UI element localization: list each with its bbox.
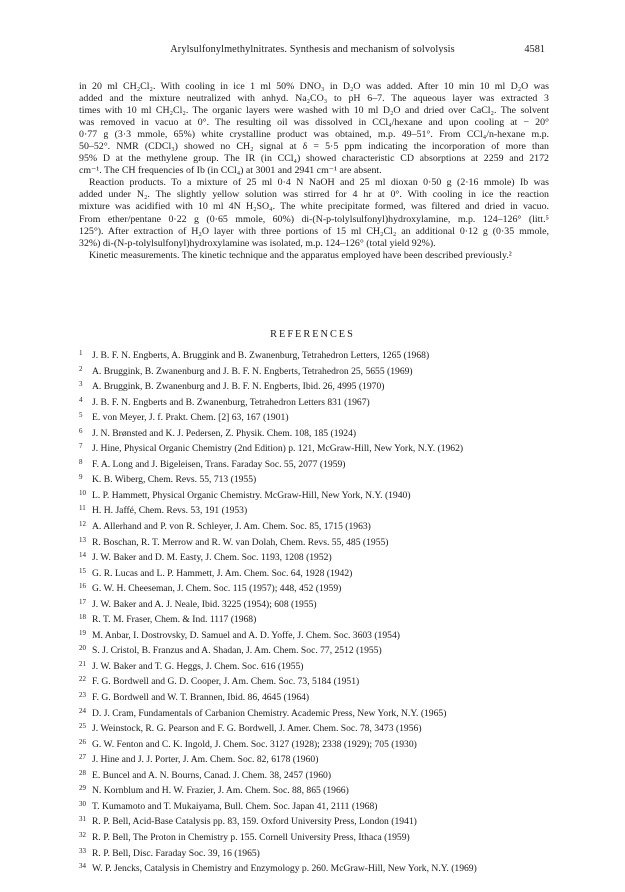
reference-item <box>79 394 559 410</box>
reference-number: 34 <box>79 862 86 871</box>
reference-item <box>79 673 559 689</box>
reference-text: J. B. F. N. Engberts and B. Zwanenburg, Tetrahedron Letters 831 (1967) <box>92 396 370 408</box>
reference-item <box>79 502 559 518</box>
reference-text: G. R. Lucas and L. P. Hammett, J. Am. Chem. Soc. 64, 1928 (1942) <box>92 567 353 579</box>
reference-item <box>79 347 559 363</box>
reference-item <box>79 813 559 829</box>
reference-item <box>79 378 559 394</box>
reference-number: 6 <box>79 426 83 435</box>
reference-item <box>79 782 559 798</box>
reference-text: J. N. Brønsted and K. J. Pedersen, Z. Physik. Chem. 108, 185 (1924) <box>92 427 357 439</box>
reference-number: 21 <box>79 659 86 668</box>
body-line: in 20 ml CH₂Cl₂. With cooling in ice 1 ml 50% DNO₃ in D₂O was added. After 10 min 10 ml D₂O was <box>79 81 549 92</box>
body-line: cm⁻¹. The CH frequencies of Ib (in CCl₄) at 3001 and 2941 cm⁻¹ are absent. <box>79 165 382 177</box>
reference-number: 13 <box>79 535 86 544</box>
reference-text: A. Allerhand and P. von R. Schleyer, J. Am. Chem. Soc. 85, 1715 (1963) <box>92 521 371 533</box>
body-line: 95% D at the methylene group. The IR (in CCl₄) showed characteristic CD absorptions at 2259 and 2172 <box>79 153 549 165</box>
reference-item <box>79 642 559 658</box>
reference-number: 15 <box>79 566 86 575</box>
reference-item <box>79 627 559 643</box>
reference-item <box>79 487 559 503</box>
reference-number: 16 <box>79 582 86 591</box>
reference-item <box>79 565 559 581</box>
reference-number: 12 <box>79 520 86 529</box>
reference-item <box>79 736 559 752</box>
reference-item <box>79 456 559 472</box>
body-line: 50–52°. NMR (CDCl₃) showed no CH₂ signal at δ = 5·5 ppm indicating the incorporation of more than <box>79 141 549 153</box>
reference-number: 31 <box>79 815 86 824</box>
reference-number: 9 <box>79 473 83 482</box>
reference-number: 26 <box>79 737 86 746</box>
experimental-section <box>79 81 549 262</box>
reference-text: G. W. Fenton and C. K. Ingold, J. Chem. Soc. 3127 (1928); 2338 (1929); 705 (1930) <box>92 738 417 750</box>
running-title: Arylsulfonylmethylnitrates. Synthesis and mechanism of solvolysis <box>170 44 455 55</box>
reference-number: 11 <box>79 504 86 513</box>
reference-number: 7 <box>79 442 83 451</box>
reference-item <box>79 829 559 845</box>
reference-text: G. W. H. Cheeseman, J. Chem. Soc. 115 (1957); 448, 452 (1959) <box>92 583 342 595</box>
reference-number: 30 <box>79 799 86 808</box>
reference-number: 14 <box>79 551 86 560</box>
reference-text: R. P. Bell, The Proton in Chemistry p. 155. Cornell University Press, Ithaca (1959) <box>92 831 410 843</box>
reference-text: J. Hine and J. J. Porter, J. Am. Chem. Soc. 82, 6178 (1960) <box>92 754 319 766</box>
reference-text: R. T. M. Fraser, Chem. & Ind. 1117 (1968) <box>92 614 257 626</box>
reference-text: J. Hine, Physical Organic Chemistry (2nd Edition) p. 121, McGraw-Hill, New York, N.Y. (1962) <box>92 443 464 455</box>
reference-text: K. B. Wiberg, Chem. Revs. 55, 713 (1955) <box>92 474 257 486</box>
reference-item <box>79 705 559 721</box>
reference-text: N. Kornblum and H. W. Frazier, J. Am. Chem. Soc. 88, 865 (1966) <box>92 785 349 797</box>
reference-item <box>79 845 559 861</box>
reference-text: L. P. Hammett, Physical Organic Chemistry. McGraw-Hill, New York, N.Y. (1940) <box>92 489 411 501</box>
reference-item <box>79 596 559 612</box>
reference-item <box>79 767 559 783</box>
reference-item <box>79 534 559 550</box>
reference-number: 10 <box>79 488 86 497</box>
reference-item <box>79 720 559 736</box>
reference-number: 23 <box>79 691 86 700</box>
reference-item <box>79 518 559 534</box>
reference-item <box>79 689 559 705</box>
reference-text: R. P. Bell, Acid-Base Catalysis pp. 83, 159. Oxford University Press, London (1941) <box>92 816 417 828</box>
reference-number: 32 <box>79 830 86 839</box>
reference-text: F. G. Bordwell and G. D. Cooper, J. Am. Chem. Soc. 73, 5184 (1951) <box>92 676 360 688</box>
body-line: Reaction products. To a mixture of 25 ml 0·4 N NaOH and 25 ml dioxan 0·50 g (2·16 mmole) Ib was <box>89 177 549 189</box>
reference-text: F. A. Long and J. Bigeleisen, Trans. Faraday Soc. 55, 2077 (1959) <box>92 458 346 470</box>
reference-number: 4 <box>79 395 83 404</box>
reference-text: A. Bruggink, B. Zwanenburg and J. B. F. N. Engberts, Ibid. 26, 4995 (1970) <box>92 381 385 393</box>
reference-item <box>79 363 559 379</box>
reference-number: 33 <box>79 846 86 855</box>
reference-item <box>79 860 559 876</box>
reference-number: 2 <box>79 364 83 373</box>
reference-item <box>79 409 559 425</box>
body-line: added and the mixture neutralized with anhyd. Na₂CO₃ to pH 6–7. The aqueous layer was extracted 3 <box>79 93 549 105</box>
page-header <box>80 44 545 60</box>
reference-text: J. W. Baker and T. G. Heggs, J. Chem. Soc. 616 (1955) <box>92 660 304 672</box>
reference-text: D. J. Cram, Fundamentals of Carbanion Chemistry. Academic Press, New York, N.Y. (1965) <box>92 707 447 719</box>
reference-text: J. B. F. N. Engberts, A. Bruggink and B. Zwanenburg, Tetrahedron Letters, 1265 (1968) <box>92 350 430 361</box>
reference-number: 20 <box>79 644 86 653</box>
page-number: 4581 <box>524 44 545 55</box>
reference-number: 18 <box>79 613 86 622</box>
body-line: was removed in vacuo at 0°. The resulting oil was dissolved in CCl₄/hexane and upon cooling at − 20° <box>79 117 549 129</box>
references-heading: REFERENCES <box>270 329 355 340</box>
reference-text: J. W. Baker and A. J. Neale, Ibid. 3225 (1954); 608 (1955) <box>92 598 317 610</box>
reference-number: 1 <box>79 349 83 357</box>
reference-number: 3 <box>79 380 83 389</box>
reference-item <box>79 580 559 596</box>
reference-text: W. P. Jencks, Catalysis in Chemistry and Enzymology p. 260. McGraw-Hill, New York, N.Y. (1969) <box>92 863 477 875</box>
reference-number: 25 <box>79 722 86 731</box>
reference-text: E. von Meyer, J. f. Prakt. Chem. [2] 63, 167 (1901) <box>92 412 289 424</box>
reference-item <box>79 425 559 441</box>
reference-text: A. Bruggink, B. Zwanenburg and J. B. F. N. Engberts, Tetrahedron 25, 5655 (1969) <box>92 365 413 377</box>
reference-item <box>79 440 559 456</box>
reference-text: J. Weinstock, R. G. Pearson and F. G. Bordwell, J. Amer. Chem. Soc. 78, 3473 (1956) <box>92 723 422 735</box>
body-line: 0·77 g (3·3 mmole, 65%) white crystalline product was obtained, m.p. 49–51°. From CCl₄/n-hexane m.p. <box>79 129 549 141</box>
reference-text: E. Buncel and A. N. Bourns, Canad. J. Chem. 38, 2457 (1960) <box>92 769 332 781</box>
reference-number: 24 <box>79 706 86 715</box>
references-list <box>79 347 559 876</box>
body-line: added under N₂. The slightly yellow solution was stirred for 4 hr at 0°. With cooling in ice the reaction <box>79 189 549 201</box>
reference-text: R. P. Bell, Disc. Faraday Soc. 39, 16 (1965) <box>92 847 260 859</box>
reference-text: J. W. Baker and D. M. Easty, J. Chem. Soc. 1193, 1208 (1952) <box>92 552 332 564</box>
body-line: From ether/pentane 0·22 g (0·65 mmole, 60%) di-(N-p-tolylsulfonyl)hydroxylamine, m.p. 124–126° (litt.⁵ <box>79 213 549 225</box>
body-line: 125°). After extraction of H₂O layer with three portions of 15 ml CH₂Cl₂ an additional 0·12 g (0·35 mmole, <box>79 225 549 237</box>
reference-text: M. Anbar, I. Dostrovsky, D. Samuel and A. D. Yoffe, J. Chem. Soc. 3603 (1954) <box>92 629 400 641</box>
reference-text: S. J. Cristol, B. Franzus and A. Shadan, J. Am. Chem. Soc. 77, 2512 (1955) <box>92 645 382 657</box>
body-line: times with 10 ml CH₂Cl₂. The organic layers were washed with 10 ml D₂O and dried over CaCl₂. The solvent <box>79 105 549 117</box>
reference-number: 17 <box>79 597 86 606</box>
reference-text: T. Kumamoto and T. Mukaiyama, Bull. Chem. Soc. Japan 41, 2111 (1968) <box>92 800 378 812</box>
reference-text: R. Boschan, R. T. Merrow and R. W. van Dolah, Chem. Revs. 55, 485 (1955) <box>92 536 389 548</box>
reference-number: 27 <box>79 753 86 762</box>
reference-number: 8 <box>79 457 83 466</box>
reference-item <box>79 611 559 627</box>
reference-number: 5 <box>79 411 83 420</box>
body-line: Kinetic measurements. The kinetic technique and the apparatus employed have been described previously.² <box>89 249 512 261</box>
reference-item <box>79 471 559 487</box>
reference-number: 19 <box>79 628 86 637</box>
reference-item <box>79 798 559 814</box>
reference-text: H. H. Jaffé, Chem. Revs. 53, 191 (1953) <box>92 505 248 517</box>
reference-text: F. G. Bordwell and W. T. Brannen, Ibid. 86, 4645 (1964) <box>92 692 310 704</box>
reference-item <box>79 751 559 767</box>
reference-number: 28 <box>79 768 86 777</box>
body-line: 32%) di-(N-p-tolylsulfonyl)hydroxylamine was isolated, m.p. 124–126° (total yield 92%). <box>79 237 436 249</box>
body-line: mixture was acidified with 10 ml 4N H₂SO₄. The white precipitate formed, was filtered and dried in vacuo. <box>79 201 549 213</box>
reference-item <box>79 549 559 565</box>
reference-number: 22 <box>79 675 86 684</box>
reference-item <box>79 658 559 674</box>
reference-number: 29 <box>79 784 86 793</box>
